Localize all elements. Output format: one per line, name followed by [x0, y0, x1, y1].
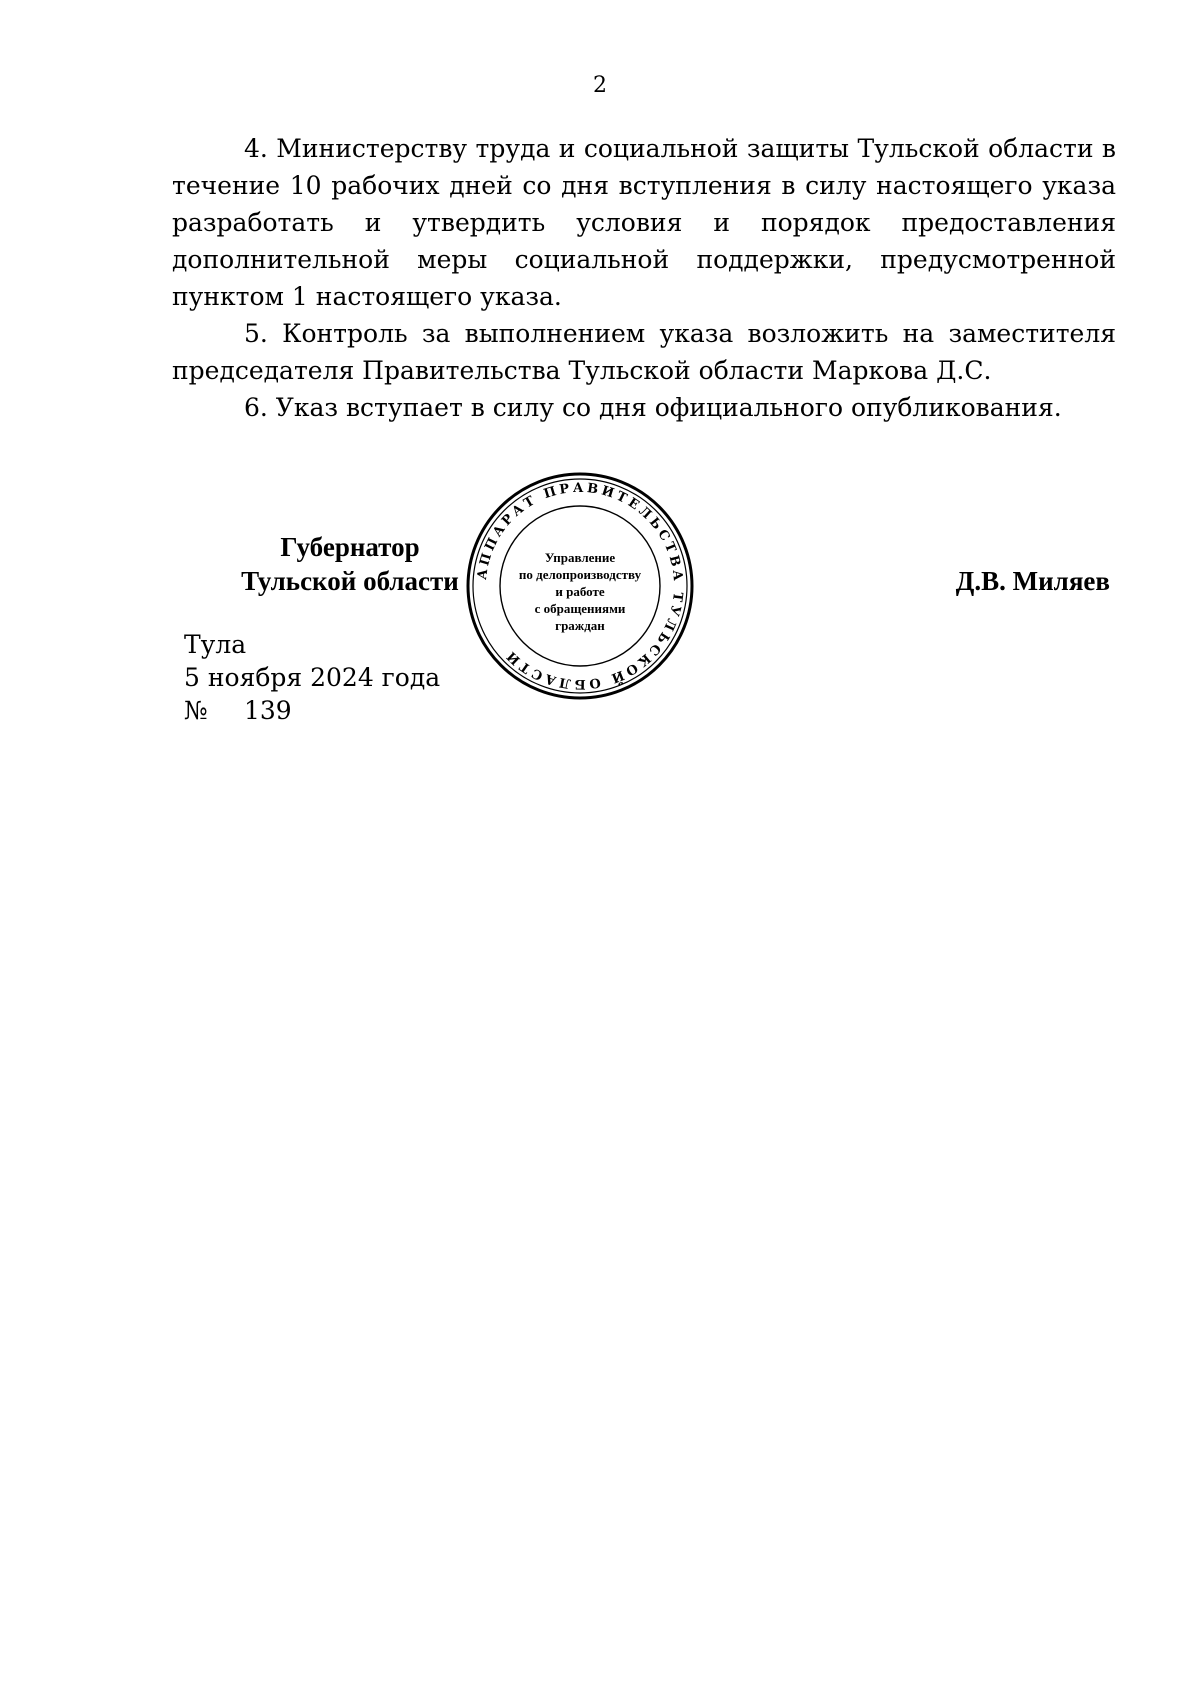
seal-inner-line-2: по делопроизводству: [518, 567, 642, 582]
issue-date: 5 ноября 2024 года: [184, 663, 441, 692]
seal-outer-text: АППАРАТ ПРАВИТЕЛЬСТВА ТУЛЬСКОЙ ОБЛАСТИ: [475, 480, 686, 692]
issue-details: [184, 628, 440, 727]
number-sign: №: [184, 696, 208, 725]
decree-number-line: [184, 694, 440, 727]
seal-inner-line-3: и работе: [555, 584, 605, 599]
decree-body: [172, 130, 1116, 426]
official-seal: [464, 470, 696, 702]
issue-place: Тула: [184, 630, 247, 659]
decree-number: 139: [244, 696, 292, 725]
seal-graphic: [464, 470, 696, 702]
signatory-title-line2: Тульской области: [241, 566, 459, 596]
paragraph-4: 4. Министерству труда и социальной защиты Тульской области в течение 10 рабочих дней со дня вступления в силу настоящего указа разработать и утвердить условия и порядок предоставления дополнительной меры социальной поддержки, предусмотренной пунктом 1 настоящего указа.: [172, 134, 1116, 311]
signatory-name: Д.В. Миляев: [955, 566, 1110, 596]
paragraph-5: 5. Контроль за выполнением указа возложить на заместителя председателя Правительства Тульской области Маркова Д.С.: [172, 319, 1116, 385]
seal-inner-line-1: Управление: [544, 550, 616, 565]
seal-inner-line-4: с обращениями: [534, 601, 626, 616]
paragraph-6: 6. Указ вступает в силу со дня официального опубликования.: [244, 393, 1062, 422]
signatory-title: [200, 530, 500, 598]
page-number: 2: [593, 73, 607, 98]
signatory-title-line1: Губернатор: [280, 532, 420, 562]
seal-inner-line-5: граждан: [555, 618, 605, 633]
